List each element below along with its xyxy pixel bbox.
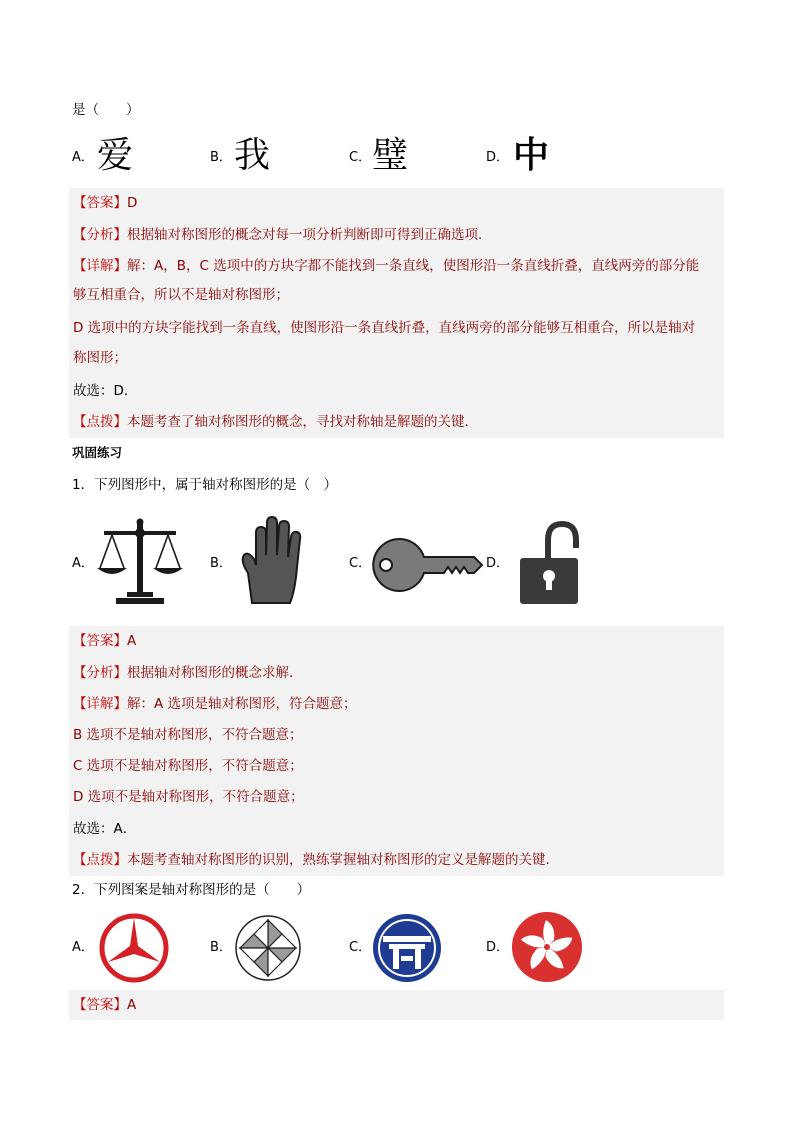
pinwheel-logo-icon [233,913,303,983]
detail-text-1: 解：A，B，C 选项中的方块字都不能找到一条直线，使图形沿一条直线折叠，直线两旁的部分能 [127,258,700,274]
analysis-line [73,663,303,683]
q2-option-a-letter: A． [72,940,94,955]
detail-line-4: D 选项不是轴对称图形，不符合题意； [73,789,304,805]
detail-line-2: B 选项不是轴对称图形，不符合题意； [73,727,303,743]
detail-line-3: D 选项中的方块字能找到一条直线，使图形沿一条直线折叠，直线两旁的部分能够互相重合，所以是轴对 [73,320,696,336]
q2-solution-block [69,990,724,1020]
detail-line-2: 够互相重合，所以不是轴对称图形； [73,287,289,303]
three-point-star-logo-icon [98,912,170,984]
option-a-letter: A． [72,150,94,165]
section-title: 巩固练习 [72,445,123,460]
q1-option-a-letter: A． [72,556,94,571]
analysis-text: 根据轴对称图形的概念对每一项分析判断即可得到正确选项． [127,227,492,243]
detail-tag: 【详解】 [73,258,127,274]
answer-value: A [127,633,137,649]
key-icon [372,535,484,595]
detail-line-3: C 选项不是轴对称图形，不符合题意； [73,758,303,774]
tip-tag: 【点拨】 [73,852,127,868]
option-a-char: 爱 [97,135,134,176]
detail-text-1: 解：A 选项是轴对称图形，符合题意； [127,696,357,712]
answer-line [73,631,136,651]
bauhinia-flower-icon [510,910,584,984]
tip-text: 本题考查了轴对称图形的概念，寻找对称轴是解题的关键． [127,414,478,430]
hand-icon [238,515,308,607]
option-d-char: 中 [513,135,550,176]
analysis-line [73,225,492,245]
conclusion-line: 故选：A． [73,821,137,837]
answer-line [73,995,136,1015]
balance-scale-icon [94,516,186,608]
tip-text: 本题考查轴对称图形的识别，熟练掌握轴对称图形的定义是解题的关键． [127,852,559,868]
detail-line-1 [73,694,357,714]
answer-value: A [127,997,137,1013]
q1-option-d-letter: D． [486,556,510,571]
option-c-letter: C． [349,150,372,165]
analysis-text: 根据轴对称图形的概念求解． [127,665,303,681]
open-padlock-icon [518,520,582,606]
tip-line [73,850,559,870]
answer-value: D [127,195,138,211]
q2-stem: 2．下列图案是轴对称图形的是（ ） [72,882,311,898]
answer-tag: 【答案】 [73,195,127,211]
conclusion-line: 故选：D． [73,383,138,399]
q2-option-b-letter: B． [210,940,232,955]
q1-option-c-letter: C． [349,556,372,571]
answer-tag: 【答案】 [73,633,127,649]
tip-line [73,412,478,432]
q1-option-b-letter: B． [210,556,232,571]
detail-line-4: 称图形； [73,350,127,366]
analysis-tag: 【分析】 [73,227,127,243]
q0-solution-block [69,188,724,438]
option-c-char: 璧 [372,135,409,176]
answer-line [73,193,137,213]
option-d-letter: D． [486,150,510,165]
question-stem-tail: 是（ ） [72,102,140,118]
detail-line-1 [73,256,699,276]
tip-tag: 【点拨】 [73,414,127,430]
answer-tag: 【答案】 [73,997,127,1013]
q2-option-c-letter: C． [349,940,372,955]
analysis-tag: 【分析】 [73,665,127,681]
option-b-char: 我 [234,135,271,176]
option-b-letter: B． [210,150,232,165]
q1-stem: 1．下列图形中，属于轴对称图形的是（ ） [72,477,338,493]
q2-option-d-letter: D． [486,940,510,955]
blue-circle-logo-icon [371,912,443,984]
detail-tag: 【详解】 [73,696,127,712]
q1-solution-block [69,626,724,876]
